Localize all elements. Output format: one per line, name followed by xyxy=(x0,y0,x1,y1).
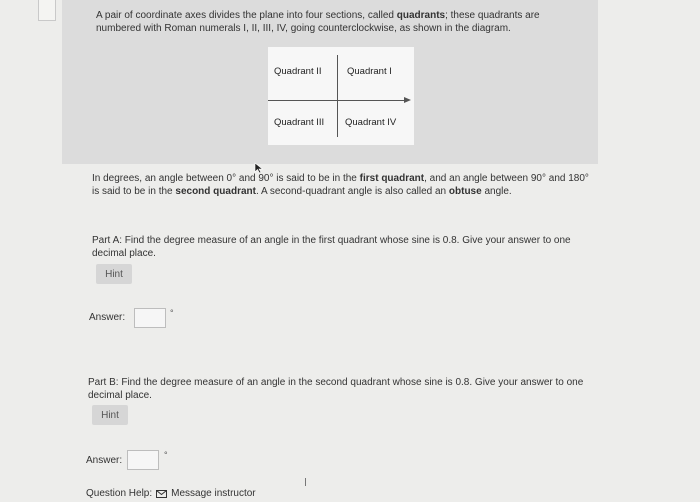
left-margin-tab xyxy=(38,0,56,21)
part-b-question xyxy=(88,376,588,402)
math-ninety: 90° xyxy=(258,173,274,184)
math-sine-value: 0.8 xyxy=(455,377,470,388)
y-axis xyxy=(337,55,338,137)
question-help-footer xyxy=(86,488,256,499)
math-sine-value: 0.8 xyxy=(442,235,457,246)
part-a-question xyxy=(92,234,592,260)
obtuse-term: obtuse xyxy=(448,186,482,197)
quadrant-4-label: Quadrant IV xyxy=(345,117,397,128)
intro-panel xyxy=(62,0,598,164)
mail-icon[interactable] xyxy=(156,490,167,498)
quadrants-term: quadrants xyxy=(396,10,446,21)
answer-input-part-b[interactable] xyxy=(127,450,159,470)
stray-mark xyxy=(305,478,306,486)
intro-text xyxy=(96,9,586,35)
message-instructor-link[interactable]: Message instructor xyxy=(171,488,256,499)
text-part: . Give your answer to one decimal place. xyxy=(88,377,584,401)
quadrant-3-label: Quadrant III xyxy=(274,117,325,128)
angle-definition-text xyxy=(92,172,592,198)
hint-button-part-a[interactable]: Hint xyxy=(96,264,132,284)
second-quadrant-term: second quadrant xyxy=(175,186,256,197)
quadrant-2-label: Quadrant II xyxy=(274,66,322,77)
quadrant-1-label: Quadrant I xyxy=(347,66,392,77)
text-part: , and an angle between xyxy=(424,173,531,184)
math-ninety: 90° xyxy=(530,173,546,184)
text-part: is said to be in the xyxy=(273,173,360,184)
first-quadrant-term: first quadrant xyxy=(359,173,425,184)
text-part: angle. xyxy=(481,186,512,197)
answer-label-part-b: Answer: xyxy=(86,455,123,466)
text-part: Part B: Find the degree measure of an angle in the second quadrant whose sine is xyxy=(88,377,456,388)
degree-symbol-part-b: ° xyxy=(164,450,168,460)
text-part: is said to be in the xyxy=(92,186,176,197)
text-part: In degrees, an angle between xyxy=(92,173,227,184)
intro-text-part: A pair of coordinate axes divides the plane into four sections, called xyxy=(96,10,397,21)
text-part: and xyxy=(236,173,259,184)
x-axis-arrow-icon xyxy=(404,97,411,103)
hint-button-part-b[interactable]: Hint xyxy=(92,405,128,425)
answer-label-part-a: Answer: xyxy=(89,312,126,323)
x-axis xyxy=(268,100,404,101)
degree-symbol-part-a: ° xyxy=(170,308,174,318)
math-zero: 0° xyxy=(226,173,237,184)
intro-text-part: ; these quadrants are numbered with Roman numerals I, II, III, IV, going counterclockwise, as shown in the diagram. xyxy=(96,10,540,34)
question-help-label: Question Help: xyxy=(86,488,153,499)
text-part: . A second-quadrant angle is also called an xyxy=(255,186,449,197)
quadrant-diagram xyxy=(268,47,414,145)
text-part: Part A: Find the degree measure of an angle in the first quadrant whose sine is xyxy=(92,235,443,246)
math-one-eighty: 180° xyxy=(568,173,589,184)
answer-input-part-a[interactable] xyxy=(134,308,166,328)
text-part: and xyxy=(546,173,569,184)
text-part: . Give your answer to one decimal place. xyxy=(92,235,571,259)
